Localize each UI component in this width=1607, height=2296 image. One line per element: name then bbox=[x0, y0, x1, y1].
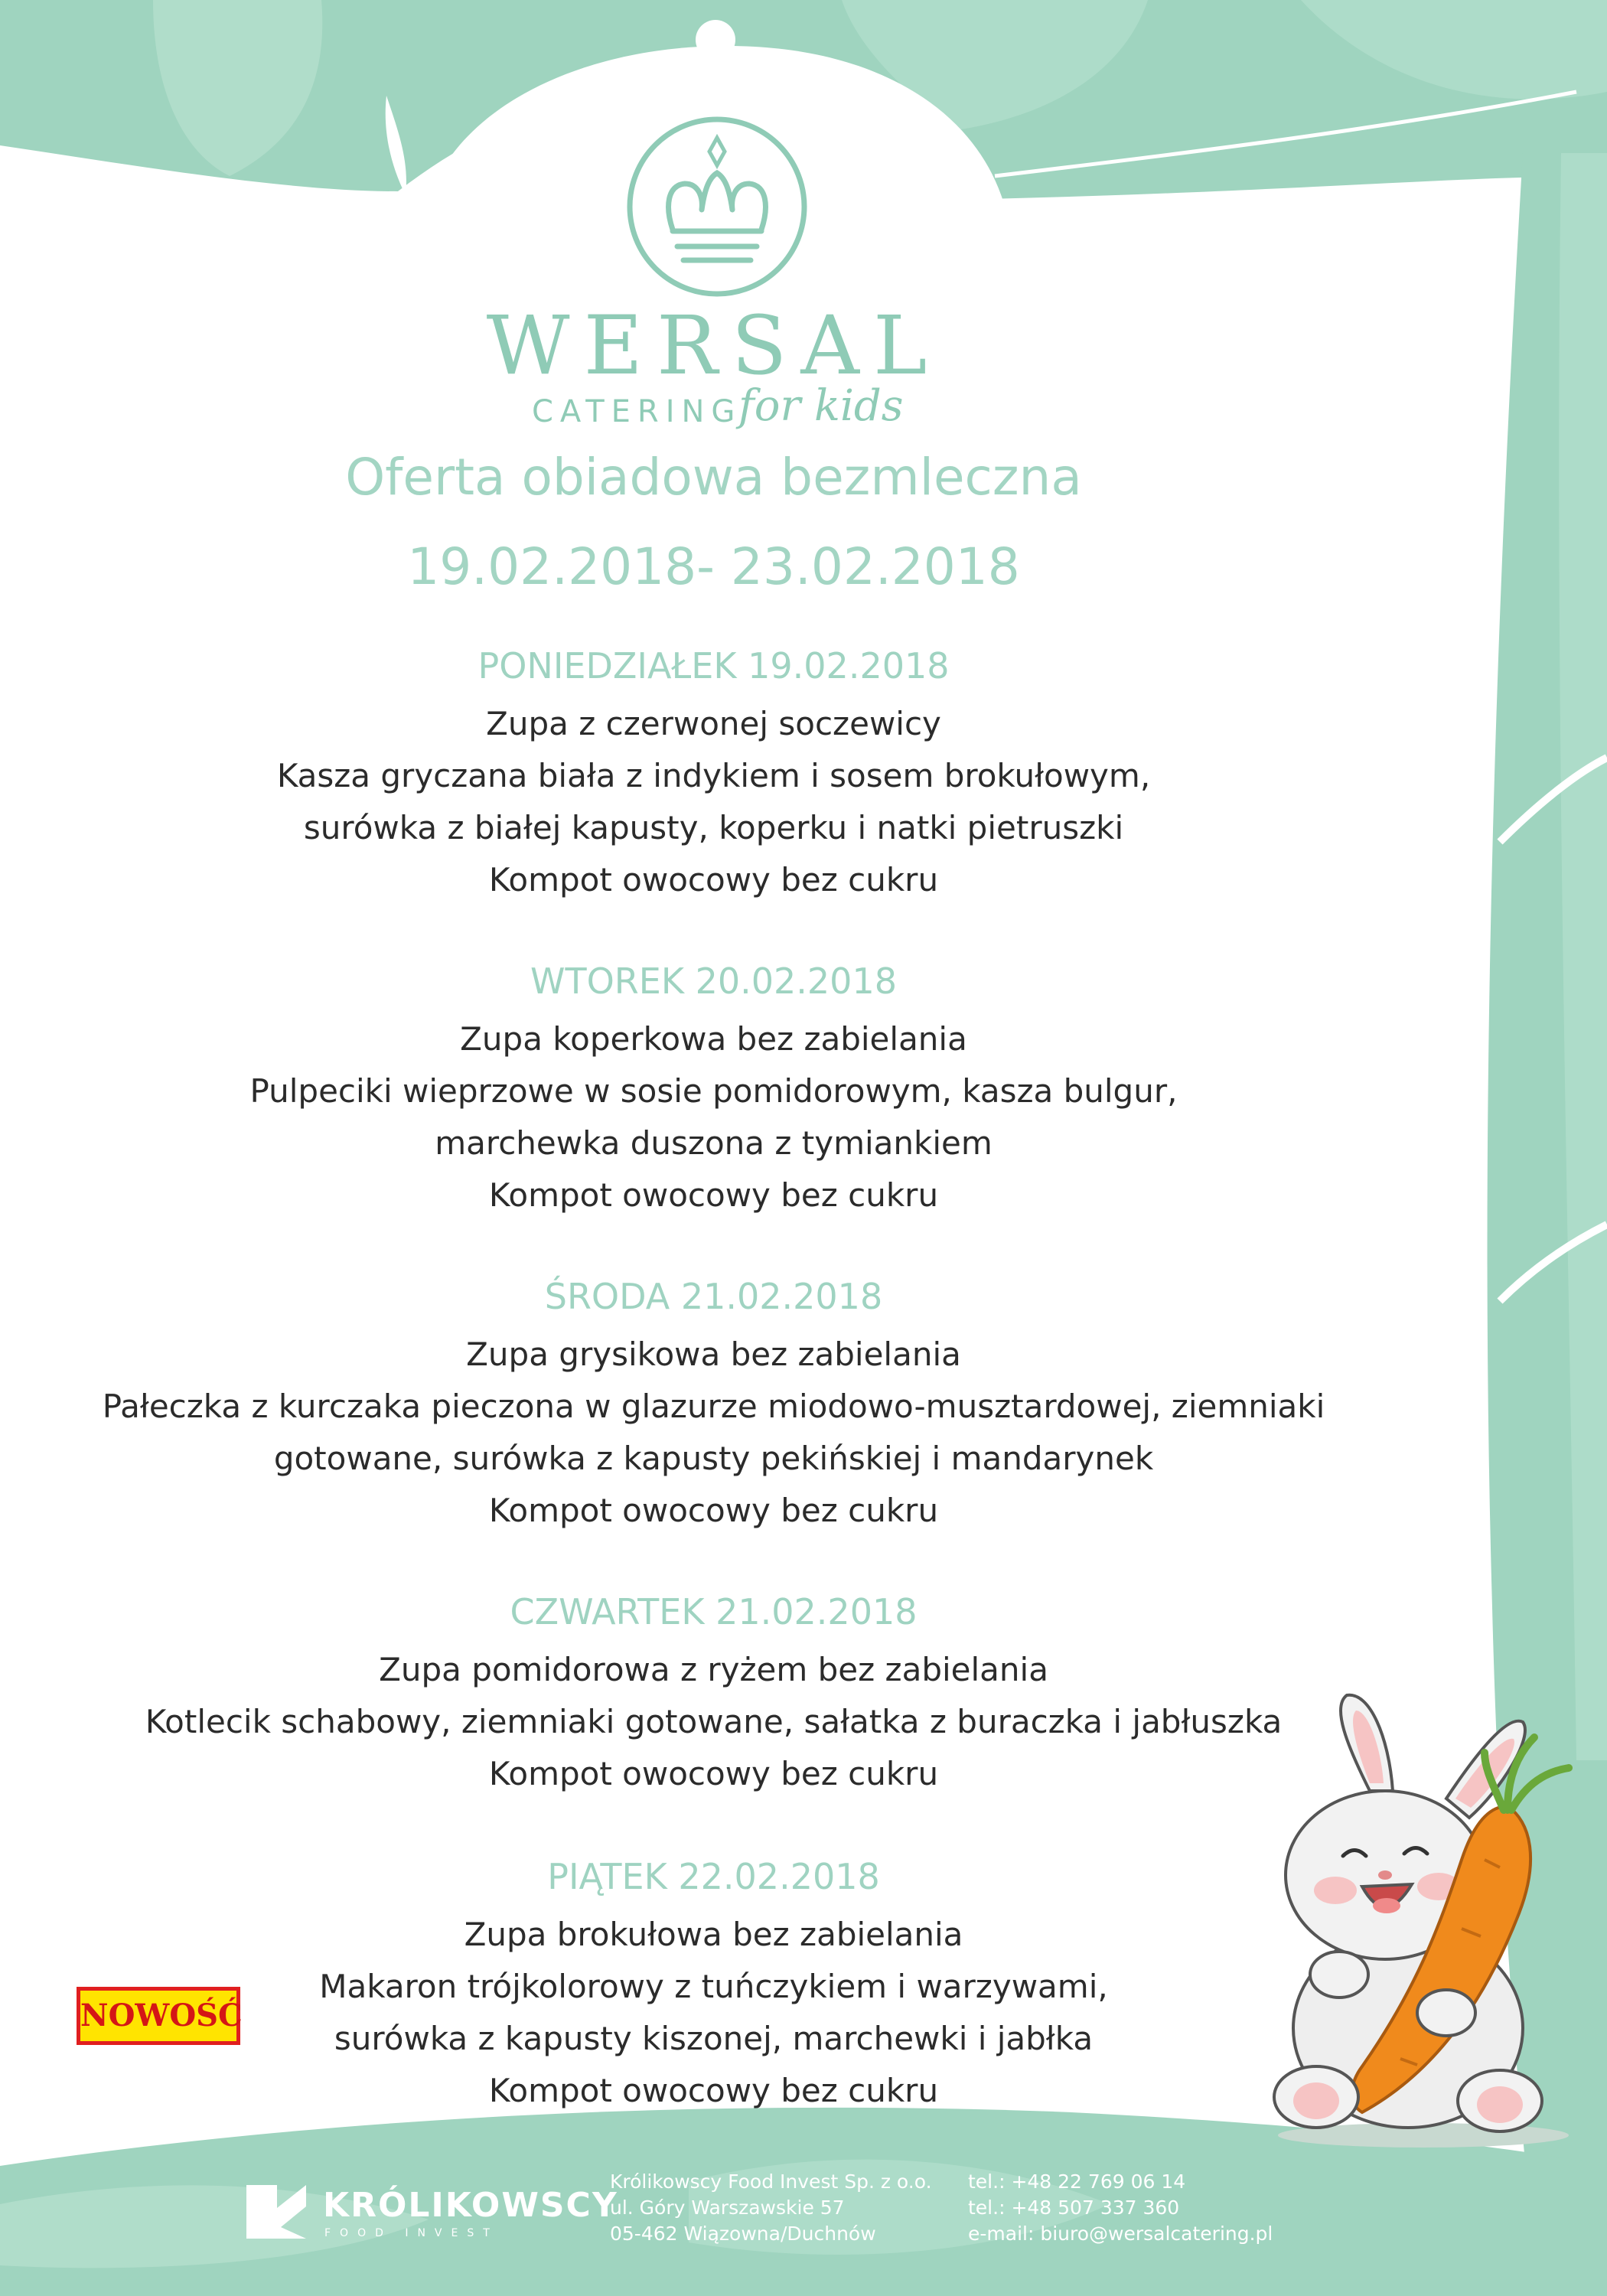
day-title: PONIEDZIAŁEK 19.02.2018 bbox=[478, 645, 950, 687]
day-title: WTOREK 20.02.2018 bbox=[530, 960, 897, 1002]
footer-logo-sub: FOOD INVEST bbox=[324, 2227, 499, 2239]
day-title: PIĄTEK 22.02.2018 bbox=[547, 1856, 880, 1897]
footer-company-city: 05-462 Wiązowna/Duchnów bbox=[610, 2223, 876, 2245]
bunny-mascot-icon bbox=[1255, 1684, 1592, 2151]
menu-line: Makaron trójkolorowy z tuńczykiem i warzywami, bbox=[319, 1968, 1108, 2005]
menu-line: marchewka duszona z tymiankiem bbox=[435, 1124, 993, 1162]
menu-line: Kompot owocowy bez cukru bbox=[488, 861, 939, 899]
day-thursday bbox=[0, 1587, 1427, 1800]
day-tuesday bbox=[0, 957, 1427, 1221]
footer-contact bbox=[968, 2169, 1273, 2247]
offer-dates: 19.02.2018- 23.02.2018 bbox=[407, 537, 1020, 596]
brand-kids: for kids bbox=[738, 381, 904, 431]
footer-company-name: Królikowscy Food Invest Sp. z o.o. bbox=[610, 2170, 932, 2193]
crown-logo-icon bbox=[625, 115, 809, 298]
day-title: CZWARTEK 21.02.2018 bbox=[510, 1591, 918, 1632]
menu-line: Zupa z czerwonej soczewicy bbox=[486, 705, 941, 742]
menu-line: Pałeczka z kurczaka pieczona w glazurze miodowo-musztardowej, ziemniaki bbox=[102, 1388, 1325, 1425]
day-wednesday bbox=[0, 1272, 1427, 1537]
menu-line: Kompot owocowy bez cukru bbox=[488, 1492, 939, 1529]
menu-line: Zupa brokułowa bez zabielania bbox=[464, 1916, 963, 1953]
new-badge: NOWOŚĆ bbox=[77, 1987, 240, 2045]
menu-line: surówka z kapusty kiszonej, marchewki i jabłka bbox=[334, 2020, 1094, 2057]
menu-line: Kotlecik schabowy, ziemniaki gotowane, sałatka z buraczka i jabłuszka bbox=[145, 1703, 1283, 1740]
day-friday bbox=[0, 1852, 1427, 2117]
menu-line: Pulpeciki wieprzowe w sosie pomidorowym, kasza bulgur, bbox=[249, 1072, 1178, 1110]
footer-company bbox=[610, 2169, 932, 2247]
menu-line: Kompot owocowy bez cukru bbox=[488, 1755, 939, 1792]
krolikowscy-logo-icon bbox=[246, 2185, 308, 2239]
brand-name: WERSAL bbox=[486, 298, 941, 393]
footer-phone-1: tel.: +48 22 769 06 14 bbox=[968, 2170, 1186, 2193]
menu-line: Kompot owocowy bez cukru bbox=[488, 2072, 939, 2109]
menu-line: Zupa koperkowa bez zabielania bbox=[460, 1020, 967, 1058]
menu-line: gotowane, surówka z kapusty pekińskiej i mandarynek bbox=[273, 1440, 1154, 1477]
footer-company-street: ul. Góry Warszawskie 57 bbox=[610, 2197, 845, 2219]
footer-logo-name: KRÓLIKOWSCY bbox=[323, 2186, 618, 2225]
brand-sub: CATERING bbox=[532, 394, 742, 429]
menu-line: surówka z białej kapusty, koperku i natki pietruszki bbox=[303, 809, 1124, 846]
footer-email[interactable]: e-mail: biuro@wersalcatering.pl bbox=[968, 2223, 1273, 2245]
menu-line: Zupa pomidorowa z ryżem bez zabielania bbox=[379, 1651, 1048, 1688]
offer-title: Oferta obiadowa bezmleczna bbox=[345, 448, 1082, 507]
day-monday bbox=[0, 641, 1427, 906]
menu-line: Kompot owocowy bez cukru bbox=[488, 1176, 939, 1214]
menu-line: Kasza gryczana biała z indykiem i sosem brokułowym, bbox=[276, 757, 1151, 794]
menu-line: Zupa grysikowa bez zabielania bbox=[466, 1336, 961, 1373]
footer-phone-2: tel.: +48 507 337 360 bbox=[968, 2197, 1180, 2219]
day-title: ŚRODA 21.02.2018 bbox=[544, 1276, 883, 1317]
